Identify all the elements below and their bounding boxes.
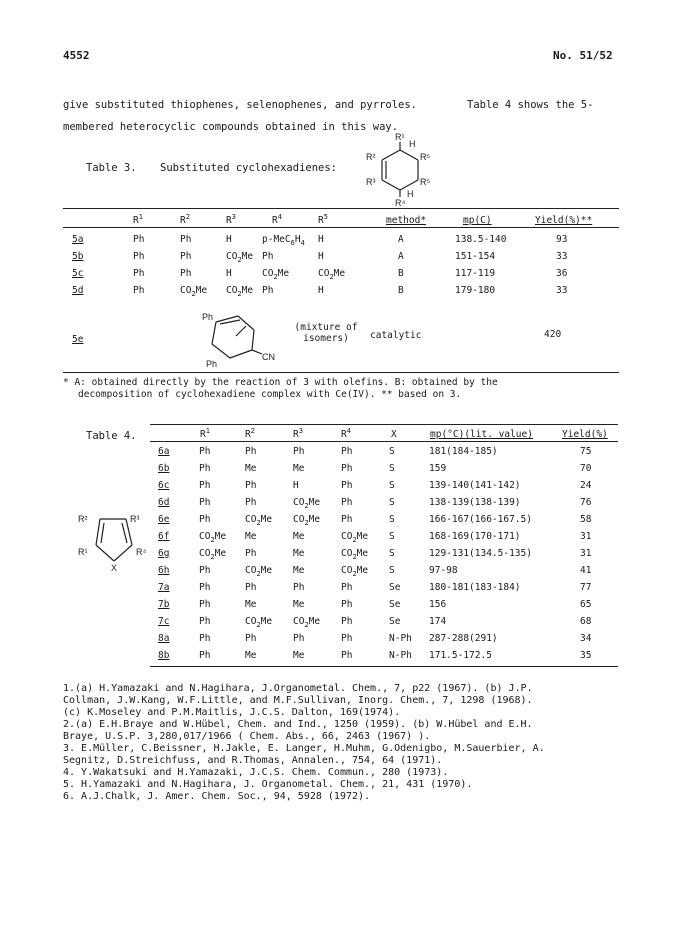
t4-cell-id: 6f [158,531,170,542]
t3-header-r4: $R^4$ [272,213,282,227]
t4-cell-r1: Ph [199,616,211,627]
t3-cell-r2: Ph [180,268,192,279]
t4-cell-r3: Me [293,650,305,661]
t4-header-x: X [391,429,397,440]
t4-header-yield: Yield(%) [562,429,608,440]
t3-cell-yield: 33 [556,285,568,296]
t3-cell-mp: 117-119 [455,268,496,279]
table3-top-rule [63,208,619,209]
t3-cell-yield: 93 [556,234,568,245]
t4-cell-x: S [389,446,395,457]
t4-header-r4: $R^4$ [341,427,351,441]
t3-cell-r5: H [318,234,324,245]
struct-5e-ph-bottom: Ph [206,359,218,369]
t4-cell-yield: 70 [580,463,592,474]
t4-cell-yield: 31 [580,531,592,542]
cyclohexadiene-structure [362,130,442,208]
t4-cell-r1: Ph [199,497,211,508]
t3-header-r3: $R^3$ [226,213,236,227]
struct-label-h-top: H [409,139,416,149]
t3-cell-r5: H [318,285,324,296]
t4-cell-r3: Ph [293,633,305,644]
reference-line: Segnitz, D.Streichfuss, and R.Thomas, Annalen., 754, 64 (1971). [63,755,443,766]
struct-5e-cn: CN [262,352,275,362]
references [63,683,653,803]
t3-cell-method: A [398,251,404,262]
t3-row-5e-note: (mixture of isomers) [294,322,358,344]
t3-cell-id: 5b [72,251,84,262]
t3-cell-mp: 179-180 [455,285,496,296]
table3-caption: Substituted cyclohexadienes: [160,162,338,174]
reference-line: 2.(a) E.H.Braye and W.Hübel, Chem. and Ind., 1250 (1959). (b) W.Hübel and E.H. [63,719,533,730]
t4-cell-r4: $CO_2Me$ [341,531,369,544]
t4-cell-yield: 77 [580,582,592,593]
t4-cell-r1: Ph [199,633,211,644]
t4-cell-r1: Ph [199,463,211,474]
t4-cell-id: 7c [158,616,170,627]
t4-cell-r4: Ph [341,446,353,457]
compound-5e-structure [196,312,286,370]
t4-cell-x: N-Ph [389,633,412,644]
t4-cell-r3: $CO_2Me$ [293,616,321,629]
t4-cell-r1: Ph [199,582,211,593]
t4-cell-mp: 159 [429,463,447,474]
struct-label-r3: R³ [366,177,376,187]
struct-t4-r1: R¹ [78,547,88,557]
t4-cell-id: 6e [158,514,170,525]
t4-cell-r1: Ph [199,480,211,491]
table4-caption: Table 4. [86,430,137,442]
t4-cell-yield: 24 [580,480,592,491]
t4-cell-x: S [389,497,395,508]
t4-cell-r4: Ph [341,514,353,525]
t4-cell-id: 6c [158,480,170,491]
page-number: 4552 [63,49,90,62]
t4-cell-r2: Ph [245,497,257,508]
struct-label-h-bottom: H [407,189,414,199]
t4-cell-r2: Me [245,463,257,474]
t4-cell-x: N-Ph [389,650,412,661]
t3-cell-r3: H [226,268,232,279]
t4-cell-mp: 174 [429,616,447,627]
t3-cell-r2: Ph [180,234,192,245]
t4-header-r1: $R^1$ [200,427,210,441]
table4-header-rule [150,441,618,442]
t4-cell-x: Se [389,616,401,627]
t3-header-r5: $R^5$ [318,213,328,227]
t4-cell-mp: 166-167(166-167.5) [429,514,532,525]
struct-label-r5-bottom: R⁵ [420,177,431,187]
struct-label-r2: R² [366,152,376,162]
t3-cell-yield: 36 [556,268,568,279]
table3-footnote-1: * A: obtained directly by the reaction of 3 with olefins. B: obtained by the [63,377,498,388]
t4-cell-r2: $CO_2Me$ [245,616,273,629]
t3-header-yield: Yield(%)** [535,215,593,226]
table3-label: Table 3. [86,162,137,174]
t3-cell-yield: 33 [556,251,568,262]
t3-cell-r1: Ph [133,234,145,245]
t4-header-mp: mp(°C)(lit. value) [430,429,533,440]
t4-cell-r4: Ph [341,650,353,661]
t4-cell-r4: Ph [341,633,353,644]
t4-cell-r2: $CO_2Me$ [245,565,273,578]
t3-header-method: method* [386,215,427,226]
t3-cell-r1: Ph [133,251,145,262]
t3-cell-method: B [398,268,404,279]
t4-cell-id: 6b [158,463,170,474]
t3-cell-method: B [398,285,404,296]
t4-header-r3: $R^3$ [293,427,303,441]
reference-line: Braye, U.S.P. 3,280,017/1966 ( Chem. Abs., 66, 2463 (1967) ). [63,731,431,742]
table4-top-rule [150,424,618,425]
t3-cell-r4: $CO_2Me$ [262,268,290,281]
issue-number: No. 51/52 [553,49,613,62]
t4-cell-id: 6a [158,446,170,457]
t4-cell-x: S [389,565,395,576]
t4-cell-r3: Me [293,565,305,576]
t4-cell-r3: $CO_2Me$ [293,497,321,510]
t3-cell-method: A [398,234,404,245]
t4-cell-r2: Ph [245,446,257,457]
t4-cell-r3: H [293,480,299,491]
t3-cell-r4: Ph [262,285,274,296]
t4-cell-yield: 75 [580,446,592,457]
heterocycle-structure [74,505,158,577]
t4-cell-r1: Ph [199,599,211,610]
t4-cell-yield: 76 [580,497,592,508]
t3-cell-r3: $CO_2Me$ [226,251,254,264]
t4-cell-id: 7a [158,582,170,593]
struct-label-r4: R⁴ [395,198,406,208]
t3-header-mp: mp(C) [463,215,492,226]
t4-cell-r1: Ph [199,514,211,525]
t4-cell-x: S [389,548,395,559]
t4-cell-id: 6h [158,565,170,576]
t4-cell-id: 6g [158,548,170,559]
t3-cell-r5: $CO_2Me$ [318,268,346,281]
t3-cell-r4: $p-MeC_6H_4$ [262,234,305,247]
t4-cell-mp: 180-181(183-184) [429,582,521,593]
t4-cell-yield: 58 [580,514,592,525]
t4-cell-r2: Me [245,650,257,661]
t4-cell-r4: $CO_2Me$ [341,548,369,561]
table3-bottom-rule [63,372,619,373]
reference-line: 6. A.J.Chalk, J. Amer. Chem. Soc., 94, 5928 (1972). [63,791,371,802]
t4-cell-mp: 156 [429,599,447,610]
t4-cell-yield: 35 [580,650,592,661]
struct-label-r5-top: R⁵ [420,152,431,162]
t3-cell-r2: Ph [180,251,192,262]
t4-cell-id: 7b [158,599,170,610]
t4-cell-r1: Ph [199,650,211,661]
t4-cell-x: S [389,514,395,525]
t4-cell-r3: Me [293,531,305,542]
t4-cell-r1: $CO_2Me$ [199,531,227,544]
t4-cell-x: Se [389,599,401,610]
t3-cell-id: 5d [72,285,84,296]
t3-cell-r5: H [318,251,324,262]
t3-cell-mp: 151-154 [455,251,496,262]
t3-cell-mp: 138.5-140 [455,234,507,245]
t4-cell-r3: Ph [293,582,305,593]
t4-cell-id: 8a [158,633,170,644]
table4-bottom-rule [150,666,618,667]
t3-cell-id: 5a [72,234,84,245]
t3-cell-r1: Ph [133,285,145,296]
t4-cell-r3: Me [293,463,305,474]
t3-cell-id: 5c [72,268,84,279]
t4-cell-r2: Me [245,531,257,542]
t4-cell-r2: Me [245,599,257,610]
t4-cell-x: S [389,480,395,491]
t4-cell-r3: Me [293,548,305,559]
t4-cell-r3: $CO_2Me$ [293,514,321,527]
t4-cell-mp: 129-131(134.5-135) [429,548,532,559]
t3-header-r1: $R^1$ [133,213,143,227]
t4-cell-r4: Ph [341,463,353,474]
t4-header-r2: $R^2$ [245,427,255,441]
t4-cell-x: S [389,531,395,542]
t4-cell-yield: 31 [580,548,592,559]
reference-line: 3. E.Müller, C.Beissner, H.Jakle, E. Langer, H.Muhm, G.Odenigbo, M.Sauerbier, A. [63,743,545,754]
t4-cell-r3: Ph [293,446,305,457]
t4-cell-r2: $CO_2Me$ [245,514,273,527]
t3-row-5e-yield: 420 [544,329,562,340]
reference-line: 5. H.Yamazaki and N.Hagihara, J. Organometal. Chem., 21, 431 (1970). [63,779,473,790]
t4-cell-r1: $CO_2Me$ [199,548,227,561]
struct-t4-r4: R⁴ [136,547,147,557]
t4-cell-mp: 171.5-172.5 [429,650,492,661]
t4-cell-yield: 34 [580,633,592,644]
t4-cell-id: 8b [158,650,170,661]
t4-cell-r4: Ph [341,582,353,593]
struct-t4-x: X [111,563,118,573]
reference-line: 4. Y.Wakatsuki and H.Yamazaki, J.C.S. Chem. Commun., 280 (1973). [63,767,449,778]
t4-cell-mp: 181(184-185) [429,446,498,457]
t4-cell-r4: Ph [341,616,353,627]
t4-cell-r4: Ph [341,480,353,491]
t4-cell-r1: Ph [199,446,211,457]
t4-cell-id: 6d [158,497,170,508]
t4-cell-mp: 97-98 [429,565,458,576]
t4-cell-r2: Ph [245,480,257,491]
t4-cell-r4: Ph [341,497,353,508]
struct-5e-ph-top: Ph [202,312,214,322]
intro-line-2: membered heterocyclic compounds obtained in this way. [63,121,399,133]
t4-cell-r2: Ph [245,582,257,593]
t4-cell-r1: Ph [199,565,211,576]
t4-cell-mp: 139-140(141-142) [429,480,521,491]
t4-cell-x: Se [389,582,401,593]
struct-t4-r2: R² [78,514,88,524]
t4-cell-yield: 41 [580,565,592,576]
t3-row-5e-id: 5e [72,334,84,345]
table3-header-rule [63,227,619,228]
reference-line: (c) K.Moseley and P.M.Maitlis, J.C.S. Dalton, 169(1974). [63,707,401,718]
reference-line: Collman, J.W.Kang, W.F.Little, and M.F.Sullivan, Inorg. Chem., 7, 1298 (1968). [63,695,533,706]
t3-cell-r1: Ph [133,268,145,279]
t4-cell-mp: 168-169(170-171) [429,531,521,542]
table3-footnote-2: decomposition of cyclohexadiene complex with Ce(IV). ** based on 3. [78,389,462,400]
t4-cell-yield: 68 [580,616,592,627]
t4-cell-r3: Me [293,599,305,610]
t3-cell-r3: H [226,234,232,245]
t4-cell-x: S [389,463,395,474]
t4-cell-r2: Ph [245,633,257,644]
reference-line: 1.(a) H.Yamazaki and N.Hagihara, J.Organometal. Chem., 7, p22 (1967). (b) J.P. [63,683,533,694]
t4-cell-r2: Ph [245,548,257,559]
struct-t4-r3: R³ [130,514,140,524]
t3-cell-r4: Ph [262,251,274,262]
t3-cell-r3: $CO_2Me$ [226,285,254,298]
struct-label-r1: R¹ [395,132,405,142]
t3-header-r2: $R^2$ [180,213,190,227]
t4-cell-mp: 287-288(291) [429,633,498,644]
t4-cell-mp: 138-139(138-139) [429,497,521,508]
t3-cell-r2: $CO_2Me$ [180,285,208,298]
t4-cell-yield: 65 [580,599,592,610]
intro-line-1b: Table 4 shows the 5- [467,99,594,111]
intro-line-1: give substituted thiophenes, selenophenes, and pyrroles. [63,99,418,111]
t4-cell-r4: $CO_2Me$ [341,565,369,578]
t4-cell-r4: Ph [341,599,353,610]
t3-row-5e-method: catalytic [370,330,422,341]
